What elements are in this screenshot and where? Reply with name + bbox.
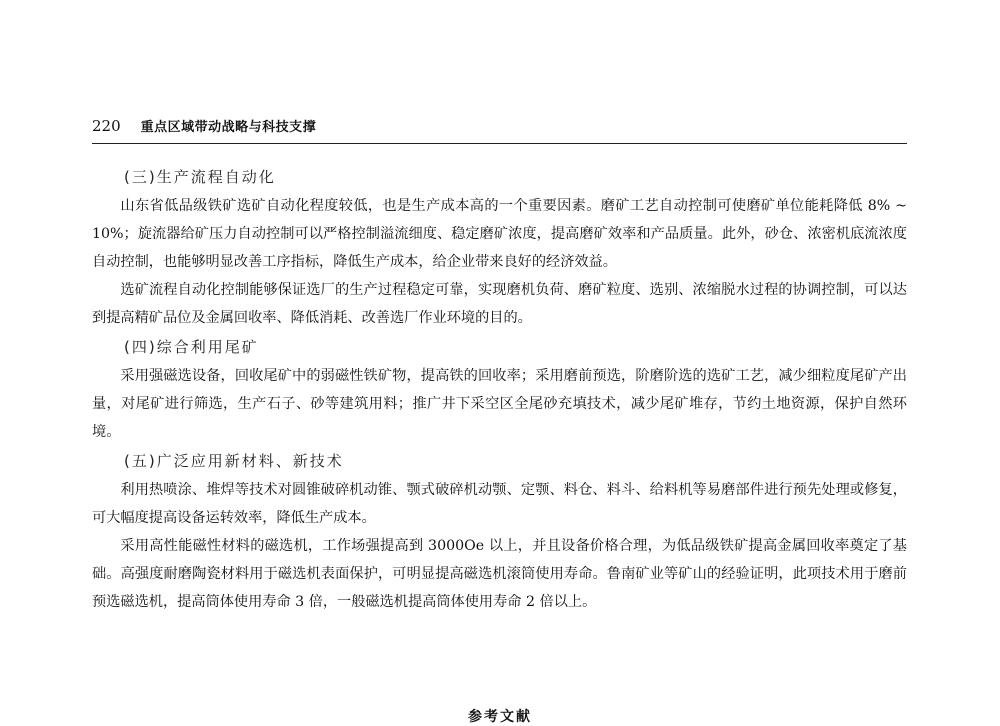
paragraph: 选矿流程自动化控制能够保证选厂的生产过程稳定可靠，实现磨机负荷、磨矿粒度、选别、浓缩脱水过程的协调控制，可以达到提高精矿品位及金属回收率、降低消耗、改善选厂作业环境的目的。: [92, 282, 907, 326]
section-heading-4: (四)综合利用尾矿: [124, 338, 259, 356]
page-number: 220: [92, 117, 121, 135]
body-content: [92, 162, 907, 616]
paragraph: 利用热喷涂、堆焊等技术对圆锥破碎机动锥、颚式破碎机动颚、定颚、料仓、料斗、给料机等易磨部件进行预先处理或修复，可大幅度提高设备运转效率，降低生产成本。: [92, 482, 907, 526]
header-rule: [92, 143, 907, 144]
paragraph: 采用强磁选设备，回收尾矿中的弱磁性铁矿物，提高铁的回收率；采用磨前预选，阶磨阶选的选矿工艺，减少细粒度尾矿产出量，对尾矿进行筛选，生产石子、砂等建筑用料；推广井下采空区全尾砂充填技术，减少尾矿堆存，节约土地资源，保护自然环境。: [92, 368, 907, 440]
references-heading: 参考文献: [468, 709, 532, 725]
paragraph: 采用高性能磁性材料的磁选机，工作场强提高到 3000Oe 以上，并且设备价格合理，为低品级铁矿提高金属回收率奠定了基础。高强度耐磨陶瓷材料用于磁选机表面保护，可明显提高磁选机滚筒使用寿命。鲁南矿业等矿山的经验证明，此项技术用于磨前预选磁选机，提高筒体使用寿命 3 倍，一般磁选机提高筒体使用寿命 2 倍以上。: [92, 538, 907, 610]
section-heading-3: (三)生产流程自动化: [124, 168, 276, 186]
section-heading-5: (五)广泛应用新材料、新技术: [124, 452, 344, 470]
paragraph: 山东省低品级铁矿选矿自动化程度较低，也是生产成本高的一个重要因素。磨矿工艺自动控制可使磨矿单位能耗降低 8% ~ 10%；旋流器给矿压力自动控制可以严格控制溢流细度、稳定磨矿浓度，提高磨矿效率和产品质量。此外，砂仓、浓密机底流浓度自动控制，也能够明显改善工序指标，降低生产成本，给企业带来良好的经济效益。: [92, 198, 907, 270]
running-title: 重点区域带动战略与科技支撑: [140, 120, 317, 135]
page-header: [92, 116, 907, 140]
